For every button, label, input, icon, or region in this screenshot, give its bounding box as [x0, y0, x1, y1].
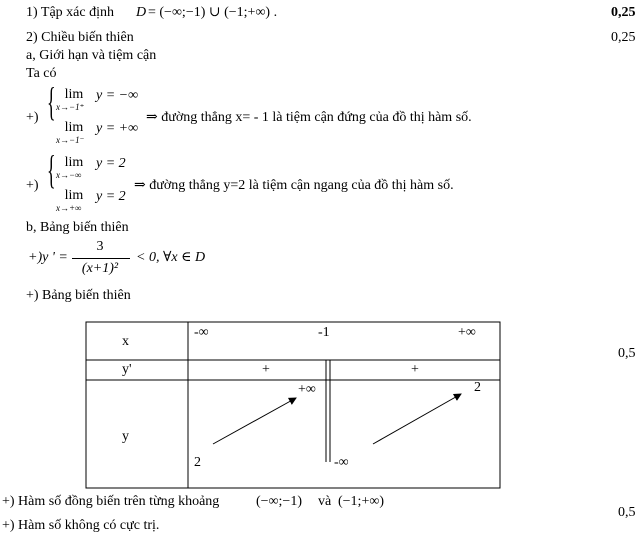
domain-label: 1) Tập xác định	[26, 5, 114, 20]
table-yprime-left: +	[262, 362, 270, 377]
increasing-arrow-left	[213, 398, 296, 444]
section2-label: 2) Chiều biến thiên	[26, 30, 134, 45]
table-x-left: -∞	[194, 325, 209, 340]
part-b-label: b, Bảng biến thiên	[26, 220, 129, 235]
vertical-lim2: lim	[64, 120, 84, 135]
table-row-y-label: y	[122, 429, 129, 444]
derivative-suffix: < 0, ∀x ∈ D	[136, 250, 206, 265]
horizontal-brace: {	[47, 147, 56, 192]
table-row-yprime-label: y'	[122, 362, 132, 377]
vertical-prefix: +)	[26, 110, 39, 125]
table-x-right: +∞	[458, 325, 476, 340]
domain-expression: = (−∞;−1) ∪ (−1;+∞) .	[148, 5, 278, 20]
derivative-prefix: +)y ' =	[28, 250, 68, 265]
conclusion-interval-1: (−∞;−1)	[256, 494, 302, 509]
domain-variable: D	[136, 5, 147, 20]
table-row-x-label: x	[122, 334, 129, 349]
derivative-numerator: 3	[96, 239, 104, 254]
horizontal-expr1: y = 2	[96, 156, 126, 171]
vertical-expr2: y = +∞	[96, 121, 139, 136]
vertical-conclusion: ⇒ đường thẳng x= - 1 là tiệm cận đứng của đồ thị hàm số.	[146, 110, 472, 125]
vertical-expr1: y = −∞	[96, 88, 139, 103]
horizontal-sub2: x→+∞	[56, 203, 82, 213]
horizontal-lim1: lim	[64, 155, 84, 170]
score-section2: 0,25	[611, 30, 636, 45]
vertical-sub1: x→−1⁺	[56, 102, 85, 112]
table-border	[86, 322, 500, 488]
vertical-lim1: lim	[64, 87, 84, 102]
table-x-mid: -1	[318, 325, 330, 340]
vertical-sub2: x→−1⁻	[56, 135, 85, 145]
conclusion-and: và	[318, 494, 332, 509]
score-conclusions: 0,5	[618, 505, 636, 520]
table-y-left-top: +∞	[298, 382, 316, 397]
derivative-denominator: (x+1)²	[81, 261, 119, 276]
table-y-right-bottom: -∞	[334, 455, 349, 470]
horizontal-expr2: y = 2	[96, 189, 126, 204]
part-a-label: a, Giới hạn và tiệm cận	[26, 48, 157, 63]
conclusion-no-extremum: +) Hàm số không có cực trị.	[2, 518, 160, 533]
horizontal-sub1: x→−∞	[56, 170, 82, 180]
table-y-right-top: 2	[474, 380, 481, 395]
vertical-brace: {	[47, 79, 56, 124]
score-section1: 0,25	[611, 5, 636, 20]
table-label: +) Bảng biến thiên	[26, 288, 131, 303]
conclusion-interval-2: (−1;+∞)	[338, 494, 384, 509]
table-y-left-bottom: 2	[194, 455, 201, 470]
table-yprime-right: +	[411, 362, 419, 377]
conclusion-increasing: +) Hàm số đồng biến trên từng khoảng	[2, 494, 220, 509]
horizontal-prefix: +)	[26, 178, 39, 193]
horizontal-conclusion: ⇒ đường thẳng y=2 là tiệm cận ngang của đồ thị hàm số.	[134, 178, 454, 193]
part-a-intro: Ta có	[26, 66, 57, 81]
score-table: 0,5	[618, 346, 636, 361]
horizontal-lim2: lim	[64, 188, 84, 203]
increasing-arrow-right	[373, 394, 461, 444]
